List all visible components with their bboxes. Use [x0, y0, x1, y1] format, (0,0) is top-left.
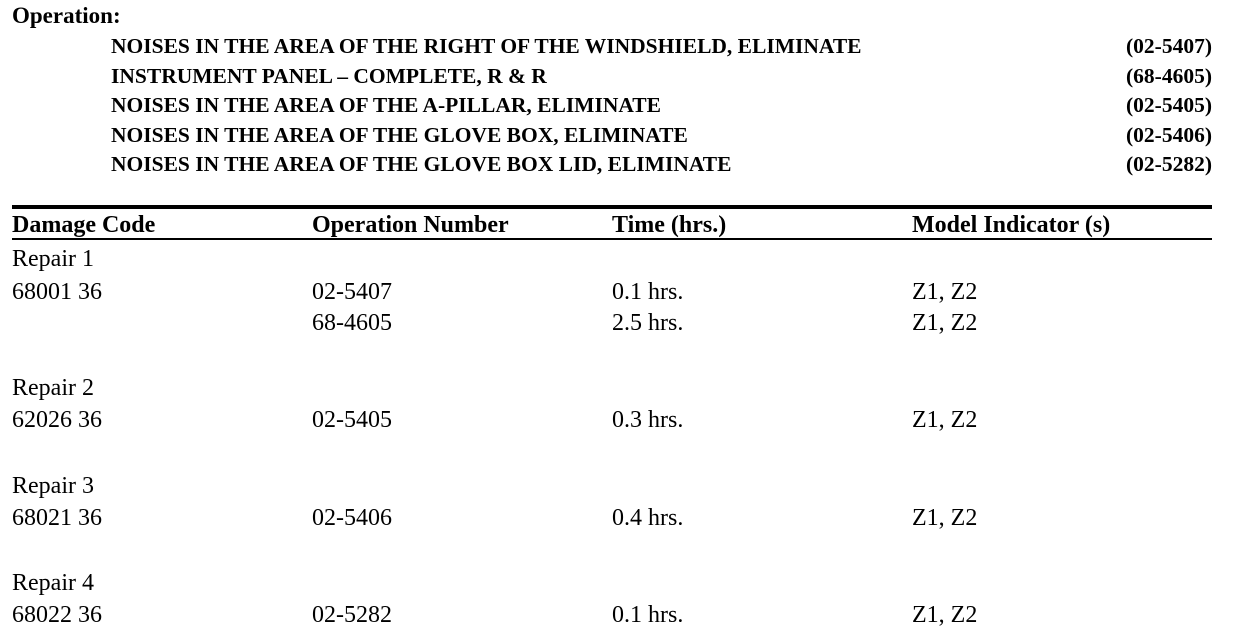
header-time: Time (hrs.) [612, 212, 727, 238]
operation-description: NOISES IN THE AREA OF THE GLOVE BOX, ELIMINATE [111, 122, 688, 147]
time-cell: 0.1 hrs. [612, 279, 684, 305]
operation-number-cell: 02-5407 [312, 279, 392, 305]
model-indicator-cell: Z1, Z2 [912, 407, 978, 433]
operation-description: NOISES IN THE AREA OF THE RIGHT OF THE WINDSHIELD, ELIMINATE [111, 34, 862, 58]
model-indicator-cell: Z1, Z2 [912, 505, 978, 531]
operation-code: (02-5407) [1126, 34, 1212, 58]
table-header-row [0, 210, 1248, 240]
table-top-rule [12, 205, 1212, 209]
time-cell: 0.4 hrs. [612, 505, 684, 531]
damage-code-cell: 68022 36 [12, 602, 102, 628]
operation-heading: Operation: [12, 3, 121, 28]
model-indicator-cell: Z1, Z2 [912, 602, 978, 628]
operation-description: NOISES IN THE AREA OF THE GLOVE BOX LID, ELIMINATE [111, 152, 732, 176]
operation-number-cell: 02-5405 [312, 407, 392, 433]
operation-item [111, 91, 1212, 121]
operation-number-cell: 02-5282 [312, 602, 392, 628]
model-indicator-cell: Z1, Z2 [912, 310, 978, 336]
repair-label: Repair 2 [12, 375, 94, 401]
operation-item [111, 150, 1212, 180]
time-cell: 2.5 hrs. [612, 310, 684, 336]
header-operation-number: Operation Number [312, 212, 509, 238]
header-underline [12, 238, 1212, 240]
operation-description: NOISES IN THE AREA OF THE A-PILLAR, ELIMINATE [111, 93, 661, 117]
header-model-indicator: Model Indicator (s) [912, 212, 1111, 238]
operation-item [111, 121, 1212, 151]
operation-code: (02-5282) [1126, 152, 1212, 176]
damage-code-cell: 68021 36 [12, 505, 102, 531]
repair-label: Repair 3 [12, 473, 94, 499]
operation-code: (02-5406) [1126, 122, 1212, 147]
operation-description: INSTRUMENT PANEL – COMPLETE, R & R [111, 63, 547, 88]
operation-item [111, 32, 1212, 62]
operation-code: (68-4605) [1126, 63, 1212, 88]
operation-number-cell: 68-4605 [312, 310, 392, 336]
damage-code-cell: 62026 36 [12, 407, 102, 433]
repair-label: Repair 4 [12, 570, 94, 596]
header-damage-code: Damage Code [12, 212, 156, 238]
time-cell: 0.3 hrs. [612, 407, 684, 433]
operation-number-cell: 02-5406 [312, 505, 392, 531]
time-cell: 0.1 hrs. [612, 602, 684, 628]
model-indicator-cell: Z1, Z2 [912, 279, 978, 305]
operation-item [111, 62, 1212, 92]
repair-label: Repair 1 [12, 246, 94, 272]
operation-list [111, 32, 1212, 180]
damage-code-cell: 68001 36 [12, 279, 102, 305]
operation-code: (02-5405) [1126, 93, 1212, 117]
